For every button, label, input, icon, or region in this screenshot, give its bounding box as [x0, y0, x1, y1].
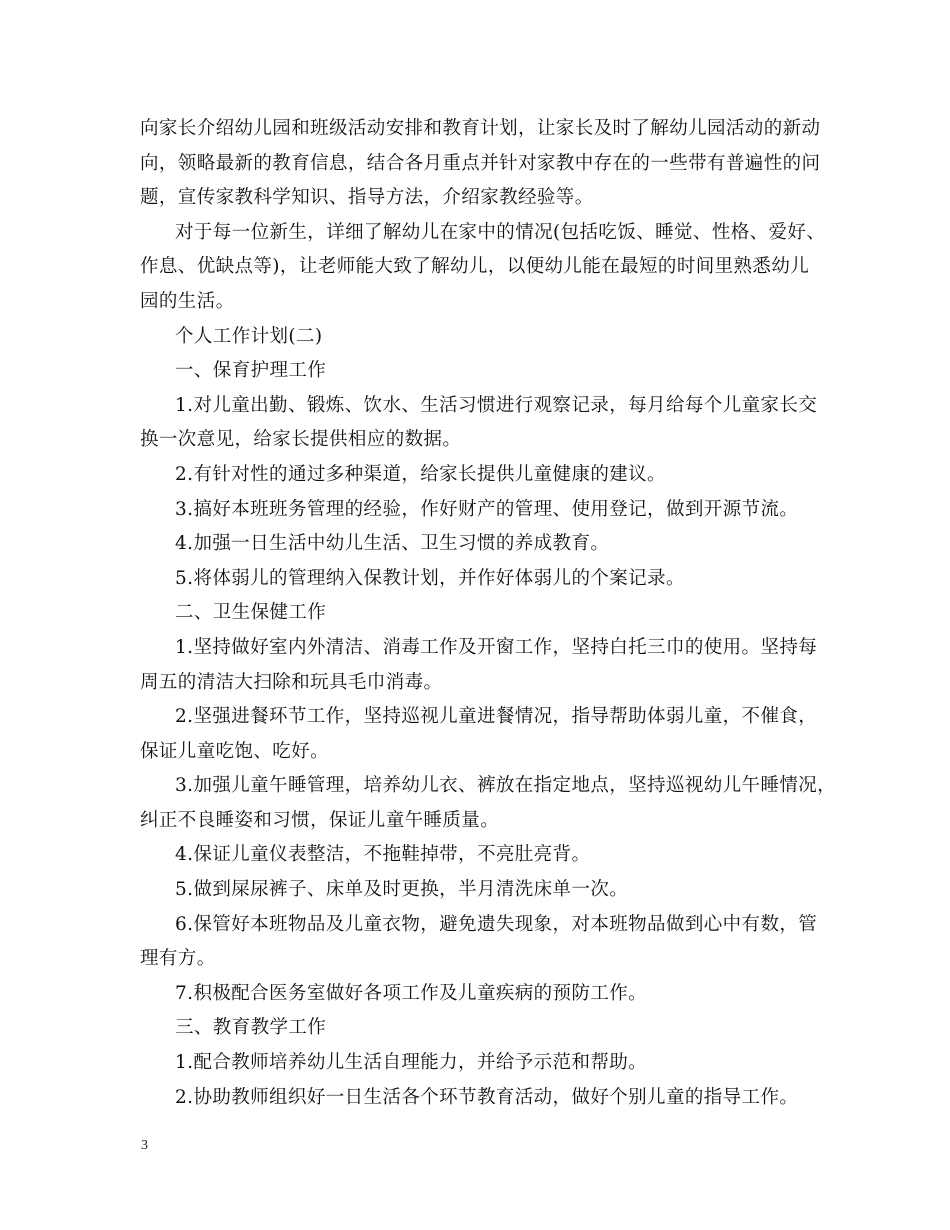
text-line: 2.有针对性的通过多种渠道，给家长提供儿童健康的建议。: [175, 463, 666, 485]
text-line: 理有方。: [140, 948, 216, 970]
text-line: 4.加强一日生活中幼儿生活、卫生习惯的养成教育。: [175, 533, 610, 555]
text-line: 对于每一位新生，详细了解幼儿在家中的情况(包括吃饭、睡觉、性格、爱好、: [175, 221, 826, 243]
text-line: 3.搞好本班班务管理的经验，作好财产的管理、使用登记，做到开源节流。: [175, 498, 799, 520]
text-line: 园的生活。: [140, 290, 235, 312]
text-line: 2.协助教师组织好一日生活各个环节教育活动，做好个别儿童的指导工作。: [175, 1086, 799, 1108]
section-heading: 三、教育教学工作: [175, 1017, 327, 1039]
text-line: 1.配合教师培养幼儿生活自理能力，并给予示范和帮助。: [175, 1052, 648, 1074]
text-line: 4.保证儿童仪表整洁，不拖鞋掉带，不亮肚亮背。: [175, 844, 591, 866]
text-line: 1.坚持做好室内外清洁、消毒工作及开窗工作，坚持白托三巾的使用。坚持每: [175, 636, 818, 658]
text-line: 1.对儿童出勤、锻炼、饮水、生活习惯进行观察记录，每月给每个儿童家长交: [175, 394, 818, 416]
text-line: 6.保管好本班物品及儿童衣物，避免遗失现象，对本班物品做到心中有数，管: [175, 913, 818, 935]
text-line: 3.加强儿童午睡管理，培养幼儿衣、裤放在指定地点，坚持巡视幼儿午睡情况，: [175, 775, 837, 797]
text-line: 作息、优缺点等)，让老师能大致了解幼儿，以便幼儿能在最短的时间里熟悉幼儿: [140, 256, 810, 278]
text-line: 周五的清洁大扫除和玩具毛巾消毒。: [140, 671, 443, 693]
text-line: 换一次意见，给家长提供相应的数据。: [140, 429, 462, 451]
text-line: 2.坚强进餐环节工作，坚持巡视儿童进餐情况，指导帮助体弱儿童，不催食，: [175, 706, 818, 728]
text-line: 纠正不良睡姿和习惯，保证儿童午睡质量。: [140, 809, 500, 831]
text-line: 5.做到屎尿裤子、床单及时更换，半月清洗床单一次。: [175, 879, 629, 901]
document-body: [140, 112, 837, 1115]
text-line: 7.积极配合医务室做好各项工作及儿童疾病的预防工作。: [175, 982, 648, 1004]
text-line: 题，宣传家教科学知识、指导方法，介绍家教经验等。: [140, 187, 594, 209]
text-line: 向家长介绍幼儿园和班级活动安排和教育计划，让家长及时了解幼儿园活动的新动: [140, 118, 821, 139]
section-title: 个人工作计划(二): [175, 325, 323, 347]
text-line: 保证儿童吃饱、吃好。: [140, 740, 330, 762]
page-number: 3: [141, 1138, 148, 1153]
section-heading: 一、保育护理工作: [175, 360, 327, 382]
section-heading: 二、卫生保健工作: [175, 602, 327, 624]
text-line: 5.将体弱儿的管理纳入保教计划，并作好体弱儿的个案记录。: [175, 567, 685, 589]
text-line: 向，领略最新的教育信息，结合各月重点并针对家教中存在的一些带有普遍性的问: [140, 152, 821, 174]
